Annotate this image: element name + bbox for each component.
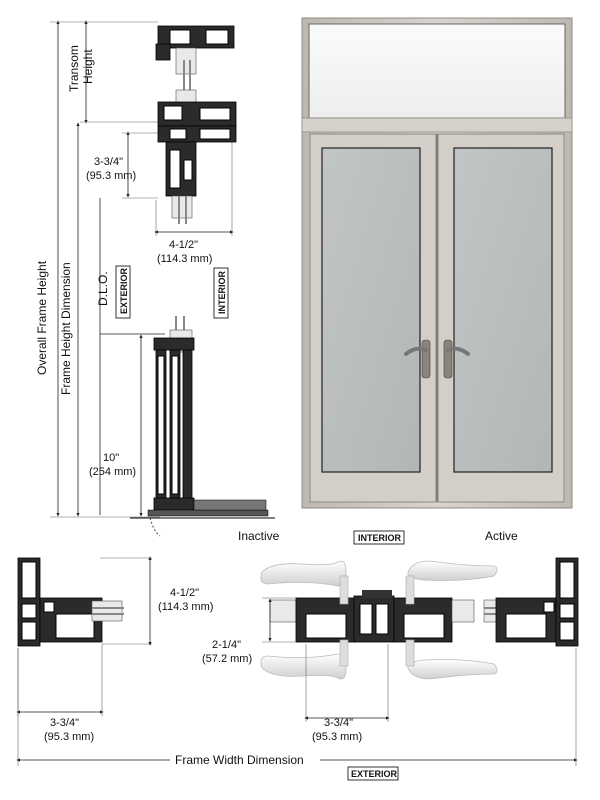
transom-head-profile	[156, 26, 234, 92]
svg-text:EXTERIOR: EXTERIOR	[119, 267, 129, 314]
bottom-rail-mm-label: (254 mm)	[89, 466, 137, 478]
svg-text:INTERIOR: INTERIOR	[217, 270, 227, 314]
transom-height-label-line1: Transom	[67, 45, 81, 92]
plan-depth-mm-label: (114.3 mm)	[158, 601, 214, 613]
exterior-tag-vertical	[116, 266, 130, 318]
frame-width-dimension-label: Frame Width Dimension	[175, 753, 304, 767]
transom-glass	[309, 24, 565, 118]
transom-bar	[302, 118, 572, 132]
frame-depth-in-label: 4-1/2"	[169, 239, 198, 251]
interior-tag-horizontal	[354, 531, 404, 544]
frame-height-dimension-label: Frame Height Dimension	[59, 262, 73, 395]
interior-tag-vertical	[214, 268, 228, 318]
meeting-stile-in-label: 2-1/4"	[212, 639, 241, 651]
stile-dim-mm-label: (95.3 mm)	[312, 731, 363, 743]
meeting-stiles-profile	[270, 590, 474, 642]
overall-frame-height-label: Overall Frame Height	[35, 260, 49, 375]
plan-depth-in-label: 4-1/2"	[170, 587, 199, 599]
plan-section	[18, 558, 578, 780]
door-elevation	[302, 18, 572, 508]
svg-text:INTERIOR: INTERIOR	[358, 533, 402, 543]
left-jamb-profile	[18, 558, 124, 646]
inactive-label: Inactive	[238, 529, 280, 543]
vertical-section	[35, 22, 275, 536]
dlo-label: D.L.O.	[96, 271, 110, 306]
transom-height-label-line2: Height	[81, 49, 95, 84]
frame-depth-mm-label: (114.3 mm)	[157, 253, 213, 265]
door-top-rail-profile	[166, 142, 196, 224]
door-bottom-rail-profile	[130, 316, 275, 536]
svg-text:EXTERIOR: EXTERIOR	[351, 769, 398, 779]
bottom-rail-in-label: 10"	[103, 452, 120, 464]
head-dim-mm-label: (95.3 mm)	[86, 170, 137, 182]
meeting-stile-mm-label: (57.2 mm)	[202, 653, 253, 665]
right-jamb-profile	[484, 558, 578, 646]
active-door-glass	[454, 148, 552, 472]
stile-dim-in-label: 3-3/4"	[324, 717, 353, 729]
jamb-dim-in-label: 3-3/4"	[50, 717, 79, 729]
exterior-tag-horizontal	[348, 767, 398, 780]
transom-sill-profile	[158, 90, 236, 142]
active-label: Active	[485, 529, 518, 543]
inactive-door-glass	[322, 148, 420, 472]
head-dim-in-label: 3-3/4"	[94, 156, 123, 168]
jamb-dim-mm-label: (95.3 mm)	[44, 731, 95, 743]
